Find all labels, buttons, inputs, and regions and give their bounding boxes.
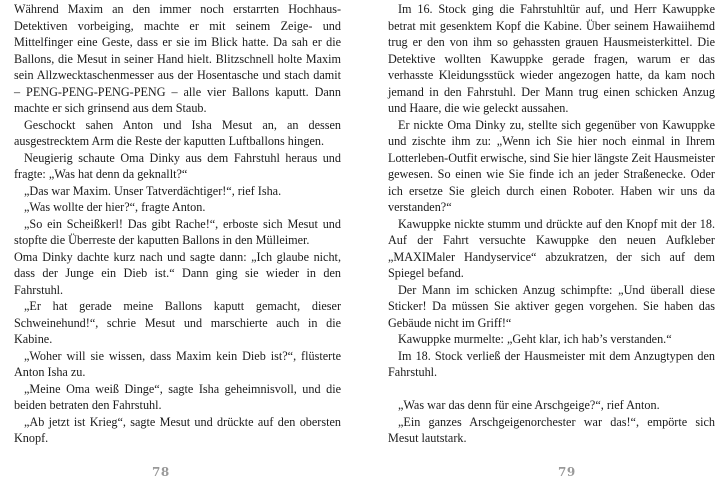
paragraph: Geschockt sahen Anton und Isha Mesut an, an dessen ausgestrecktem Arm die Reste der kaputten Luftballons hingen.	[14, 117, 341, 148]
paragraph: Kawuppke murmelte: „Geht klar, ich hab’s verstanden.“	[398, 332, 672, 346]
paragraph: Kawuppke nickte stumm und drückte auf den Knopf mit der 18. Auf der Fahrt versuchte Kawuppke den neuen Aufkleber „MAXIMaler Handyservice“ abzukratzen, der sich auf dem Spiegel befand.	[388, 216, 715, 280]
paragraph: „Ein ganzes Arschgeigenorchester war das!“, empörte sich Mesut lautstark.	[388, 414, 715, 445]
paragraph: „So ein Scheißkerl! Das gibt Rache!“, erboste sich Mesut und stopfte die Überreste der kaputten Ballons in den Mülleimer.	[14, 216, 341, 247]
paragraph: Er nickte Oma Dinky zu, stellte sich gegenüber von Kawuppke und zischte ihm zu: „Wenn ich Sie hier noch einmal in Ihrem Lotterleben-Outfit erwische, sind Sie hier längste Zeit Hausmeister gewesen. So einen wie Sie finde ich an jeder Straßenecke. Oder ich ersetze Sie gleich durch einen Roboter. Haben wir uns da verstanden?“	[388, 117, 715, 214]
paragraph: Im 18. Stock verließ der Hausmeister mit dem Anzugtypen den Fahrstuhl.	[388, 348, 715, 379]
paragraph: „Das war Maxim. Unser Tatverdächtiger!“, rief Isha.	[24, 183, 282, 198]
right-page-text	[388, 1, 715, 447]
paragraph: Während Maxim an den immer noch erstarrten Hochhaus-Detektiven vorbeiging, machte er mit seinem Zeige- und Mittelfinger eine Geste, dass er sie im Blick hatte. Da sah er die Ballons, die Mesut in seiner Hand hielt. Blitzschnell holte Maxim sein Allzwecktaschenmesser aus der Hosentasche und stach damit – PENG-PENG-PENG-PENG – alle vier Ballons kaputt. Dann machte er sich grinsend aus dem Staub.	[14, 2, 341, 115]
paragraph: Im 16. Stock ging die Fahrstuhltür auf, und Herr Kawuppke betrat mit gesenktem Kopf die Kabine. Über seinem Hawaiihemd trug er den von ihm so gehassten grauen Hausmeisterkittel. Die Detektive wollten Kawuppke gerade fragen, warum er das verhasste Kleidungsstück wieder angezogen hatte, da kam noch jemand in den Fahrstuhl. Der Mann trug einen schicken Anzug und Haare, die wie geleckt aussahen.	[388, 2, 715, 115]
paragraph: Der Mann im schicken Anzug schimpfte: „Und überall diese Sticker! Da müssen Sie aktiver gegen vorgehen. Sie haben das Gebäude nicht im Griff!“	[388, 282, 715, 330]
page-number: 78	[152, 465, 170, 479]
paragraph: Oma Dinky dachte kurz nach und sagte dann: „Ich glaube nicht, dass der Junge ein Dieb ist.“ Dann ging sie wieder in den Fahrstuhl.	[14, 249, 341, 297]
paragraph: „Ab jetzt ist Krieg“, sagte Mesut und drückte auf den obersten Knopf.	[14, 414, 341, 445]
page-number: 79	[558, 465, 576, 479]
paragraph: „Meine Oma weiß Dinge“, sagte Isha geheimnisvoll, und die beiden betraten den Fahrstuhl.	[14, 381, 341, 412]
paragraph: „Er hat gerade meine Ballons kaputt gemacht, dieser Schweinehund!“, schrie Mesut und marschierte auch in die Kabine.	[14, 299, 341, 346]
paragraph: Neugierig schaute Oma Dinky aus dem Fahrstuhl heraus und fragte: „Was hat denn da geknallt?“	[14, 150, 341, 181]
left-page-text	[14, 1, 341, 447]
paragraph: „Was wollte der hier?“, fragte Anton.	[24, 200, 206, 214]
paragraph: „Was war das denn für eine Arschgeige?“, rief Anton.	[398, 398, 660, 412]
paragraph: „Woher will sie wissen, dass Maxim kein Dieb ist?“, flüsterte Anton Isha zu.	[14, 348, 341, 379]
